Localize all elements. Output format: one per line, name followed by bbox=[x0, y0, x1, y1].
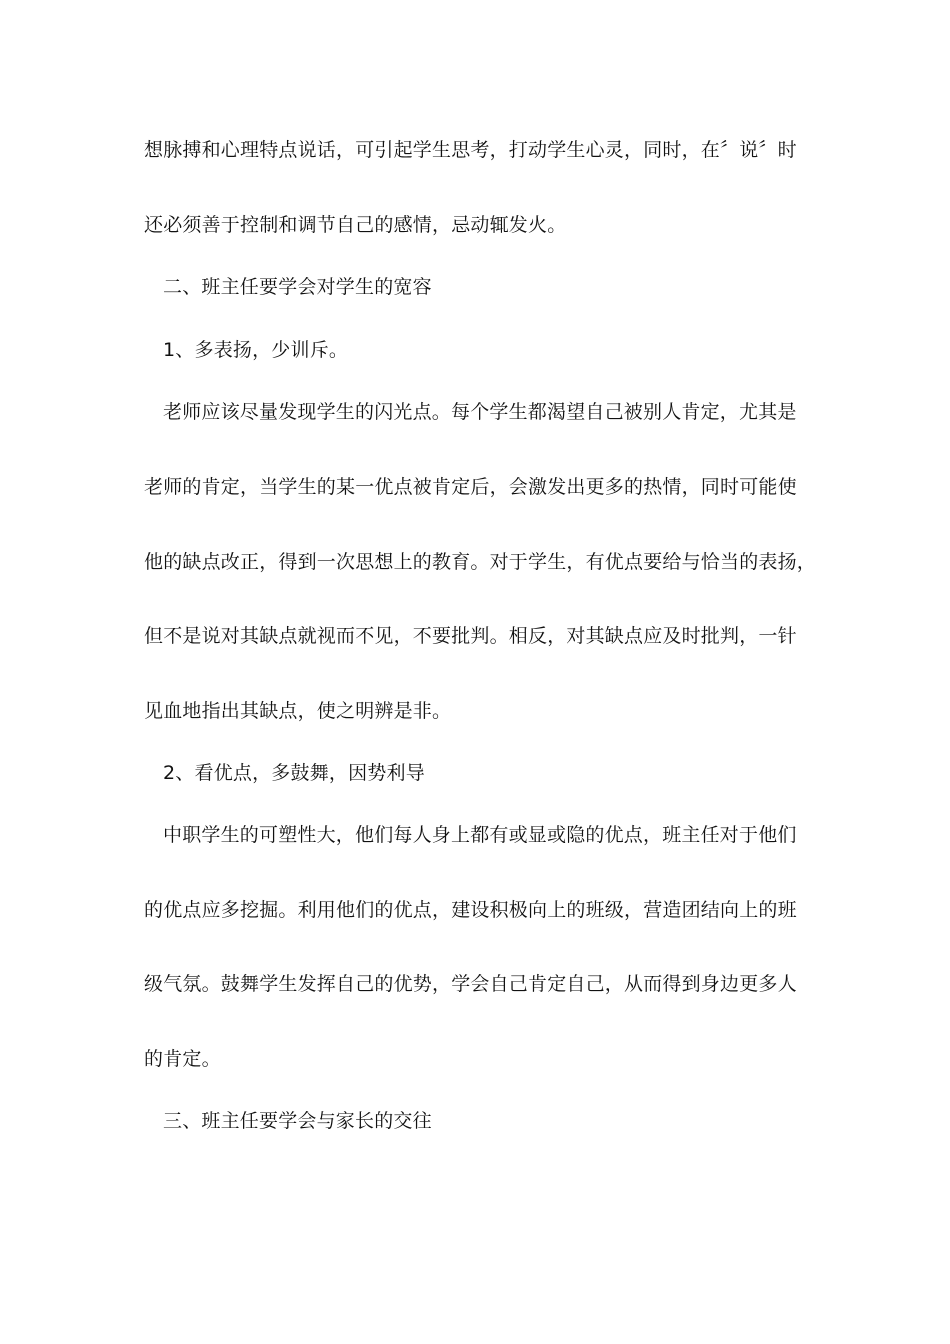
paragraph-line: 见血地指出其缺点，使之明辨是非。 bbox=[144, 700, 452, 722]
paragraph-line: 还必须善于控制和调节自己的感情，忌动辄发火。 bbox=[144, 214, 567, 236]
paragraph-line: 想脉搏和心理特点说话，可引起学生思考，打动学生心灵，同时，在〞说〞时 bbox=[144, 139, 797, 161]
section-heading: 二、班主任要学会对学生的宽容 bbox=[163, 276, 432, 298]
paragraph-line: 的肯定。 bbox=[144, 1048, 221, 1070]
paragraph-line: 中职学生的可塑性大，他们每人身上都有或显或隐的优点，班主任对于他们 bbox=[163, 824, 797, 846]
paragraph-line: 老师的肯定，当学生的某一优点被肯定后，会激发出更多的热情，同时可能使 bbox=[144, 476, 797, 498]
section-heading: 三、班主任要学会与家长的交往 bbox=[163, 1110, 432, 1132]
paragraph-line: 级气氛。鼓舞学生发挥自己的优势，学会自己肯定自己，从而得到身边更多人 bbox=[144, 973, 797, 995]
subsection-heading: 1、多表扬，少训斥。 bbox=[163, 339, 349, 361]
subsection-heading: 2、看优点，多鼓舞，因势利导 bbox=[163, 762, 425, 784]
paragraph-line: 老师应该尽量发现学生的闪光点。每个学生都渴望自己被别人肯定，尤其是 bbox=[163, 401, 797, 423]
paragraph-line: 的优点应多挖掘。利用他们的优点，建设积极向上的班级，营造团结向上的班 bbox=[144, 899, 797, 921]
paragraph-line: 他的缺点改正，得到一次思想上的教育。对于学生，有优点要给与恰当的表扬， bbox=[144, 551, 817, 573]
paragraph-line: 但不是说对其缺点就视而不见，不要批判。相反，对其缺点应及时批判，一针 bbox=[144, 625, 797, 647]
